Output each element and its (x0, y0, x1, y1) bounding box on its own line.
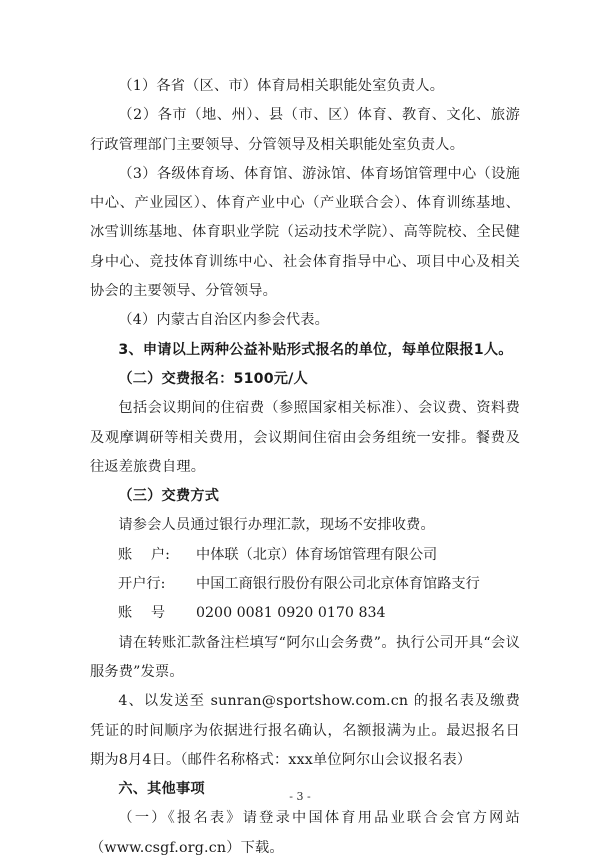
account-name-label: 账 户: (118, 546, 170, 563)
paragraph-3: （3）各级体育场、体育馆、游泳馆、体育场馆管理中心（设施中心、产业园区）、体育产业中心（产业联合会）、体育训练基地、冰雪训练基地、体育职业学院（运动技术学院）、高等院校、全民健身中心、竞技体育训练中心、社会体育指导中心、项目中心及相关协会的主要领导、分管领导。 (90, 165, 520, 300)
paragraph-4: （4）内蒙古自治区内参会代表。 (118, 312, 330, 329)
paragraph-1: （1）各省（区、市）体育局相关职能处室负责人。 (118, 78, 445, 94)
section-heading-fee: （二）交费报名：5100元/人 (118, 370, 308, 387)
paragraph-8: 请在转账汇款备注栏填写“阿尔山会务费”。执行公司开具“会议服务费”发票。 (90, 634, 520, 680)
section-heading-payment: （三）交费方式 (118, 488, 220, 505)
document-body (90, 72, 520, 863)
paragraph-9: 4、以发送至 sunran@sportshow.com.cn 的报名表及缴费凭证的时间顺序为依据进行报名确认，名额报满为止。最迟报名日期为8月4日。（邮件名称格式：xxx单位阿尔山会议报名表） (90, 693, 520, 768)
paragraph-10: （一）《报名表》请登录中国体育用品业联合会官方网站（www.csgf.org.cn）下载。 (90, 810, 520, 856)
paragraph-7: 请参会人员通过银行办理汇款，现场不安排收费。 (118, 517, 435, 534)
account-number-value: 0200 0081 0920 0170 834 (196, 605, 386, 622)
paragraph-5-bold: 3、申请以上两种公益补贴形式报名的单位，每单位限报1人。 (118, 341, 513, 358)
paragraph-2: （2）各市（地、州）、县（市、区）体育、教育、文化、旅游行政管理部门主要领导、分管领导及相关职能处室负责人。 (90, 107, 520, 153)
account-bank-label: 开户行: (118, 576, 166, 593)
page-number: - 3 - (289, 790, 311, 803)
section-heading-other: 六、其他事项 (118, 781, 205, 798)
account-bank-value: 中国工商银行股份有限公司北京体育馆路支行 (196, 576, 480, 593)
paragraph-6: 包括会议期间的住宿费（参照国家相关标准）、会议费、资料费及观摩调研等相关费用，会议期间住宿由会务组统一安排。餐费及往返差旅费自理。 (90, 400, 520, 475)
account-bank-row (90, 570, 520, 599)
account-number-row (90, 599, 520, 628)
account-name-value: 中体联（北京）体育场馆管理有限公司 (196, 546, 438, 563)
account-number-label: 账 号 (118, 605, 166, 622)
account-name-row (90, 541, 520, 570)
